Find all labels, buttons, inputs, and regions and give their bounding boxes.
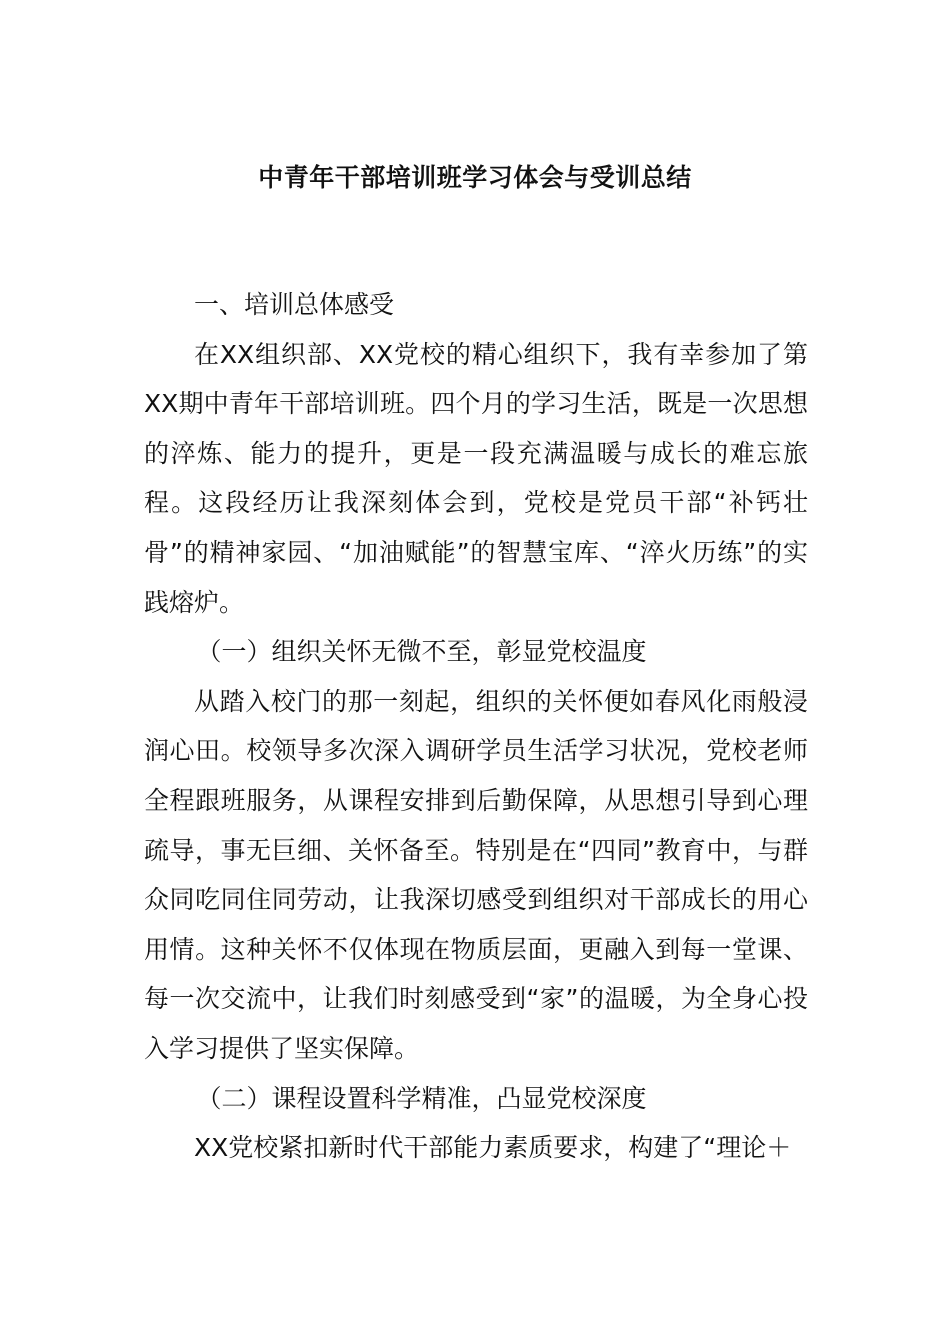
section-heading: 一、培训总体感受	[194, 290, 395, 319]
paragraph: 在XX组织部、XX党校的精心组织下，我有幸参加了第XX期中青年干部培训班。四个月的学习生活，既是一次思想的淬炼、能力的提升，更是一段充满温暖与成长的难忘旅程。这段经历让我深刻体会到，党校是党员干部“补钙壮骨”的精神家园、“加油赋能”的智慧宝库、“淬火历练”的实践熔炉。	[144, 339, 808, 617]
document-title: 中青年干部培训班学习体会与受训总结	[258, 163, 692, 192]
paragraph: XX党校紧扣新时代干部能力素质要求，构建了“理论＋	[194, 1133, 792, 1163]
subsection-heading: （二）课程设置科学精准，凸显党校深度	[196, 1083, 647, 1113]
paragraph: 从踏入校门的那一刻起，组织的关怀便如春风化雨般浸润心田。校领导多次深入调研学员生活学习状况，党校老师全程跟班服务，从课程安排到后勤保障，从思想引导到心理疏导，事无巨细、关怀备至。特别是在“四同”教育中，与群众同吃同住同劳动，让我深切感受到组织对干部成长的用心用情。这种关怀不仅体现在物质层面，更融入到每一堂课、每一次交流中，让我们时刻感受到“家”的温暖，为全身心投入学习提供了坚实保障。	[144, 686, 808, 1063]
document-body	[144, 280, 808, 1173]
subsection-heading: （一）组织关怀无微不至，彰显党校温度	[196, 637, 647, 667]
